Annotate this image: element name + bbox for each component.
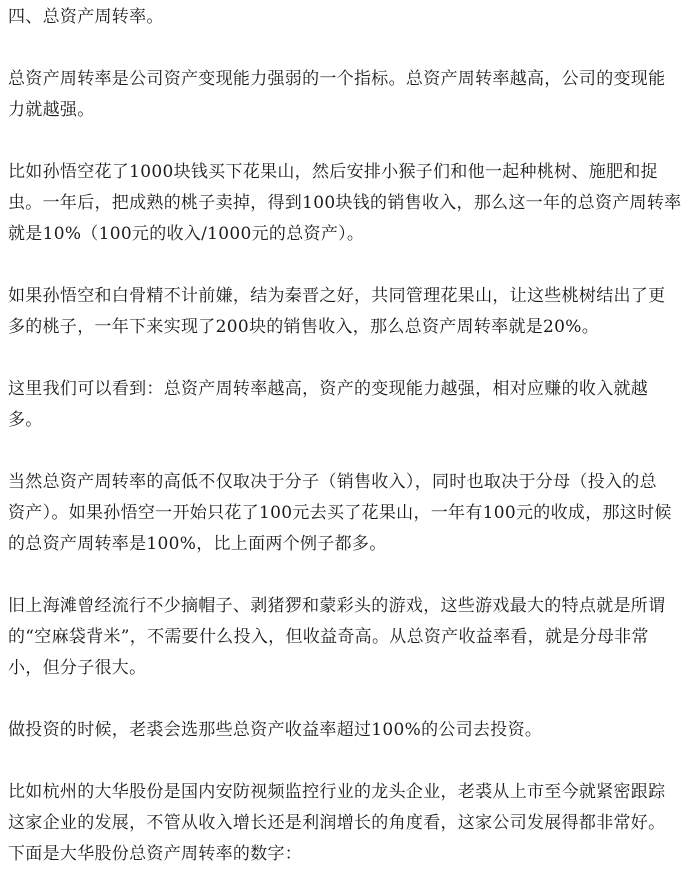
paragraph-example-1 — [8, 157, 684, 250]
paragraph-gap — [8, 250, 684, 281]
text-line: 的“空麻袋背米”，不需要什么投入，但收益奇高。从总资产收益率看，就是分母非常 — [8, 627, 649, 647]
text-line: 这里我们可以看到：总资产周转率越高，资产的变现能力越强，相对应赚的收入就越 — [8, 379, 649, 399]
text-line: 虫。一年后，把成熟的桃子卖掉，得到100块钱的销售收入，那么这一年的总资产周转率 — [8, 193, 682, 213]
paragraph-denominator — [8, 467, 684, 560]
text-line: 多的桃子，一年下来实现了200块的销售收入，那么总资产周转率就是20%。 — [8, 317, 600, 337]
article-body — [8, 2, 684, 870]
text-line: 旧上海滩曾经流行不少摘帽子、剥猪猡和蒙彩头的游戏，这些游戏最大的特点就是所谓 — [8, 596, 666, 616]
text-line: 当然总资产周转率的高低不仅取决于分子（销售收入），同时也取决于分母（投入的总 — [8, 472, 657, 492]
text-line: 资产）。如果孙悟空一开始只花了100元去买了花果山，一年有100元的收成，那这时候 — [8, 503, 672, 523]
text-line: 多。 — [8, 410, 43, 430]
paragraph-old-shanghai — [8, 591, 684, 684]
text-line: 如果孙悟空和白骨精不计前嫌，结为秦晋之好，共同管理花果山，让这些桃树结出了更 — [8, 286, 666, 306]
paragraph-gap — [8, 684, 684, 715]
text-line: 就是10%（100元的收入/1000元的总资产）。 — [8, 224, 365, 244]
text-line: 这家企业的发展，不管从收入增长还是利润增长的角度看，这家公司发展得都非常好。 — [8, 813, 666, 833]
text-line: 总资产周转率是公司资产变现能力强弱的一个指标。总资产周转率越高，公司的变现能 — [8, 69, 666, 89]
text-line: 比如孙悟空花了1000块钱买下花果山，然后安排小猴子们和他一起种桃树、施肥和捉 — [8, 162, 658, 182]
text-line: 做投资的时候，老裘会选那些总资产收益率超过100%的公司去投资。 — [8, 720, 543, 740]
text-line: 力就越强。 — [8, 100, 95, 120]
paragraph-gap — [8, 126, 684, 157]
section-heading: 四、总资产周转率。 — [8, 7, 164, 27]
paragraph-investing — [8, 715, 684, 746]
paragraph-conclusion — [8, 374, 684, 436]
text-line: 的总资产周转率是100%，比上面两个例子都多。 — [8, 534, 387, 554]
paragraph-example-2 — [8, 281, 684, 343]
paragraph-gap — [8, 436, 684, 467]
text-line: 下面是大华股份总资产周转率的数字： — [8, 844, 303, 864]
paragraph-gap — [8, 33, 684, 64]
paragraph-definition — [8, 64, 684, 126]
paragraph-dahua — [8, 777, 684, 870]
paragraph-gap — [8, 746, 684, 777]
text-line: 比如杭州的大华股份是国内安防视频监控行业的龙头企业，老裘从上市至今就紧密跟踪 — [8, 782, 666, 802]
paragraph-gap — [8, 343, 684, 374]
paragraph-gap — [8, 560, 684, 591]
text-line: 小，但分子很大。 — [8, 658, 147, 678]
